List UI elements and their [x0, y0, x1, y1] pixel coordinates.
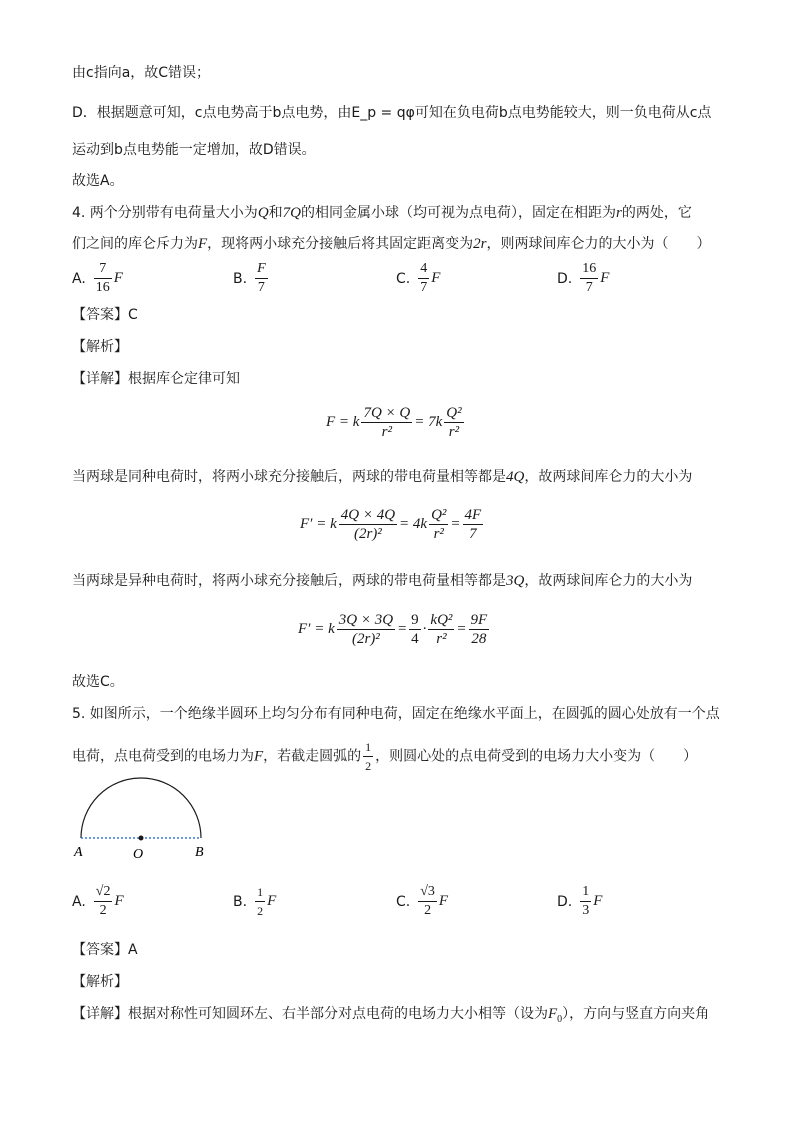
choose-4 [72, 672, 124, 692]
eq1-frac1-num: 7Q × Q [363, 405, 411, 421]
eq1-lhs: F = k [326, 414, 360, 430]
line-1-text: 由c指向a，故C错误； [72, 65, 211, 81]
q5-text-b: 电荷，点电荷受到的电场力为 [72, 748, 254, 765]
eq2-frac2-num: Q² [431, 507, 447, 523]
option-suffix: F [593, 893, 603, 909]
eq3-lhs: F′ = k [298, 621, 335, 637]
q4-option-b[interactable] [233, 260, 270, 297]
option-numerator: √2 [94, 883, 113, 902]
eq3-dot: · [422, 621, 427, 637]
question-4-line-1 [72, 203, 692, 223]
option-denominator: 7 [420, 280, 428, 295]
q5-option-c[interactable] [396, 883, 448, 920]
eq3-frac4-num: 9F [470, 612, 488, 628]
symbol-3q: 3Q [506, 573, 525, 589]
answer-4 [72, 305, 138, 325]
option-label: C. [396, 270, 411, 287]
question-5-line-1 [72, 704, 720, 724]
eq1-frac2-num: Q² [446, 405, 462, 421]
text-line-4 [72, 171, 124, 191]
center-point [139, 836, 144, 841]
option-numerator: 1 [580, 883, 591, 902]
option-suffix: F [600, 270, 610, 286]
option-numerator: 1 [255, 883, 265, 902]
eq2-frac2-den: r² [433, 526, 444, 542]
eq3-frac4-den: 28 [471, 631, 487, 647]
diff-charge-line [72, 571, 692, 591]
same-charge-line [72, 467, 692, 487]
eq1-frac1-den: r² [381, 424, 393, 440]
answer-5 [72, 940, 138, 960]
option-denominator: 16 [95, 280, 110, 295]
detail-4-text: 【详解】根据库仑定律可知 [72, 371, 240, 387]
option-label: B. [233, 270, 248, 287]
option-numerator: 7 [94, 260, 112, 279]
q4-option-c[interactable] [396, 260, 440, 297]
analysis-5-text: 【解析】 [72, 974, 128, 990]
q4-and: 和 [268, 205, 283, 221]
label-o: O [133, 847, 144, 862]
option-denominator: 2 [99, 903, 107, 918]
detail-5 [72, 1004, 709, 1030]
option-label: D. [557, 270, 573, 287]
analysis-4-text: 【解析】 [72, 339, 128, 355]
symbol-f0-sub: 0 [557, 1013, 563, 1025]
equation-1 [326, 404, 466, 441]
q4-text-d: 们之间的库仑斥力为 [72, 236, 198, 252]
eq2-frac1-den: (2r)² [353, 526, 382, 542]
q4-symbol-7q: 7Q [282, 205, 301, 221]
analysis-5 [72, 972, 128, 992]
eq2-frac1-num: 4Q × 4Q [340, 507, 396, 523]
q4-text-f: ，则两球间库仑力的大小为（ ） [486, 236, 711, 252]
option-denominator: 2 [257, 904, 264, 918]
eq3-frac1-den: (2r)² [351, 631, 380, 647]
q4-option-d[interactable] [557, 260, 609, 297]
q5-text-c: ，若截走圆弧的 [263, 748, 362, 765]
option-numerator: 16 [580, 260, 598, 279]
line-2-text: D．根据题意可知，c点电势高于b点电势，由E_p = qφ可知在负电荷b点电势能较大，则一负电荷从c点 [72, 105, 712, 121]
diff-charge-text-b: ，故两球间库仑力的大小为 [524, 573, 693, 589]
q5-option-d[interactable] [557, 883, 602, 920]
q4-text-a: 4. 两个分别带有电荷量大小为 [72, 205, 258, 221]
q4-text-c: 的两处，它 [621, 205, 692, 221]
option-label: C. [396, 893, 411, 910]
answer-4-text: 【答案】C [72, 307, 138, 323]
symbol-f0: F [548, 1006, 558, 1022]
q4-symbol-f: F [198, 236, 208, 252]
option-denominator: 3 [582, 903, 590, 918]
q5-text-a: 5. 如图所示，一个绝缘半圆环上均匀分布有同种电荷，固定在绝缘水平面上，在圆弧的圆心处放有一个点 [72, 706, 720, 722]
q4-text-b: 的相同金属小球（均可视为点电荷），固定在相距为 [301, 205, 616, 221]
label-a: A [74, 845, 83, 860]
detail-5-text-a: 【详解】根据对称性可知圆环左、右半部分对点电荷的电场力大小相等（设为 [72, 1006, 548, 1022]
equation-3 [298, 611, 491, 648]
eq3-frac3-den: r² [436, 631, 447, 647]
same-charge-text: 当两球是同种电荷时，将两小球充分接触后，两球的带电荷量相等都是 [72, 469, 506, 485]
option-suffix: F [267, 893, 277, 909]
eq1-mid: = 7k [414, 414, 443, 430]
option-denominator: 7 [585, 280, 593, 295]
option-suffix: F [113, 270, 123, 286]
option-numerator: F [255, 260, 268, 279]
q5-symbol-f: F [254, 748, 264, 765]
option-suffix: F [431, 270, 441, 286]
q5-text-d: ，则圆心处的点电荷受到的电场力大小变为（ ） [375, 748, 698, 765]
diff-charge-text: 当两球是异种电荷时，将两小球充分接触后，两球的带电荷量相等都是 [72, 573, 506, 589]
line-3-text: 运动到b点电势能一定增加，故D错误。 [72, 142, 316, 158]
detail-5-text-b: ），方向与竖直方向夹角 [562, 1006, 710, 1022]
eq2-frac3-num: 4F [464, 507, 482, 523]
option-label: A. [72, 893, 86, 910]
q4-symbol-q: Q [257, 205, 269, 221]
half-num: 1 [363, 738, 373, 757]
choose-4-text: 故选C。 [72, 674, 124, 690]
q4-option-a[interactable] [72, 260, 123, 297]
eq3-equals: = [456, 621, 467, 637]
eq3-mid: = [397, 621, 408, 637]
same-charge-text-b: ，故两球间库仑力的大小为 [524, 469, 693, 485]
eq3-frac1-num: 3Q × 3Q [338, 612, 394, 628]
option-suffix: F [438, 893, 449, 909]
eq1-frac2-den: r² [448, 424, 460, 440]
option-denominator: 2 [424, 903, 432, 918]
label-b: B [195, 845, 204, 860]
q4-symbol-r: r [616, 205, 622, 221]
half-den: 2 [365, 759, 372, 773]
equation-2 [300, 506, 485, 543]
q4-text-e: ，现将两小球充分接触后将其固定距离变为 [207, 236, 474, 252]
semicircle-figure [70, 770, 220, 862]
q5-option-a[interactable] [72, 883, 124, 920]
eq2-frac3-den: 7 [469, 526, 477, 542]
option-label: B. [233, 893, 248, 910]
question-4-line-2 [72, 234, 711, 254]
option-numerator: √3 [418, 883, 437, 902]
text-line-1 [72, 63, 210, 83]
eq3-frac2-den: 4 [411, 631, 419, 647]
analysis-4 [72, 337, 128, 357]
q5-option-b[interactable] [233, 883, 276, 920]
answer-5-text: 【答案】A [72, 942, 138, 958]
eq3-frac2-num: 9 [411, 612, 419, 628]
option-label: A. [72, 270, 86, 287]
text-line-2 [72, 103, 711, 123]
q4-symbol-2r: 2r [473, 236, 487, 252]
line-4-text: 故选A。 [72, 173, 124, 189]
option-label: D. [557, 893, 573, 910]
eq3-frac3-num: kQ² [430, 612, 453, 628]
option-suffix: F [114, 893, 124, 909]
text-line-3 [72, 140, 316, 160]
detail-4 [72, 369, 240, 389]
option-denominator: 7 [257, 280, 265, 295]
eq2-equals: = [450, 516, 461, 532]
eq2-lhs: F′ = k [300, 516, 337, 532]
option-numerator: 4 [418, 260, 429, 279]
semicircle-arc [81, 778, 201, 838]
eq2-mid: = 4k [399, 516, 428, 532]
symbol-4q: 4Q [506, 469, 525, 485]
